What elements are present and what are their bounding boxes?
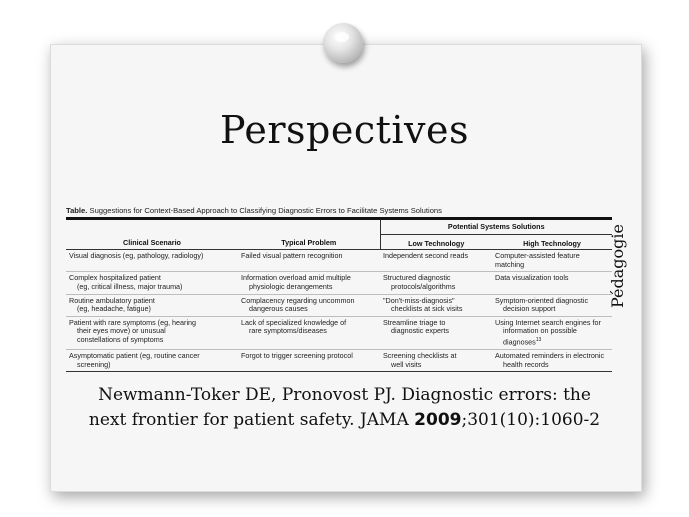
- cell-line: Complex hospitalized patient: [69, 273, 161, 283]
- footnote-ref: 13: [535, 336, 542, 343]
- cell-line: [495, 336, 609, 347]
- table-cell-scenario: [66, 349, 238, 371]
- cell-line: Streamline triage to: [383, 317, 446, 327]
- cell-line: diagnostic experts: [391, 326, 449, 336]
- cell-line: Using Internet search engines for: [495, 317, 601, 327]
- cell-line: "Don't-miss-diagnosis": [383, 295, 455, 305]
- citation-journal: next frontier for patient safety. JAMA: [88, 410, 415, 430]
- cell-line: Automated reminders in electronic: [495, 350, 605, 360]
- table-cell-problem: [238, 294, 380, 316]
- column-header: High Technology: [492, 234, 612, 250]
- table-cell-low: [380, 250, 492, 272]
- table-cell-problem: [238, 272, 380, 294]
- cell-line: checklists at sick visits: [391, 304, 463, 314]
- cell-line: Independent second reads: [383, 251, 469, 261]
- cell-line: Lack of specialized knowledge of: [241, 317, 347, 327]
- side-label: Pédagogie: [608, 224, 627, 308]
- cell-line: Computer-assisted feature matching: [495, 251, 580, 269]
- table-row: [66, 349, 612, 371]
- table-caption-text: Suggestions for Context-Based Approach to Classifying Diagnostic Errors to Facilitate Systems Solutions: [89, 206, 442, 215]
- table-cell-scenario: [66, 272, 238, 294]
- table-cell-low: [380, 294, 492, 316]
- table-row: [66, 294, 612, 316]
- table-cell-high: [492, 272, 612, 294]
- citation-line-2: [0, 408, 689, 433]
- cell-line: dangerous causes: [249, 304, 308, 314]
- table-cell-low: [380, 272, 492, 294]
- cell-line: constellations of symptoms: [77, 334, 164, 344]
- solutions-table: [66, 220, 612, 372]
- cell-line: health records: [503, 359, 549, 369]
- table-row: [66, 272, 612, 294]
- column-header-row: [66, 234, 612, 250]
- cell-line: Forgot to trigger screening protocol: [241, 350, 353, 360]
- cell-line: Asymptomatic patient (eg, routine cancer: [69, 350, 200, 360]
- table-cell-problem: [238, 250, 380, 272]
- pushpin-highlight: [335, 32, 349, 42]
- table-cell-scenario: [66, 294, 238, 316]
- table-cell-problem: [238, 316, 380, 349]
- cell-line: rare symptoms/diseases: [249, 326, 327, 336]
- cell-line: Complacency regarding uncommon: [241, 295, 355, 305]
- cell-line: Visual diagnosis (eg, pathology, radiology): [69, 251, 204, 261]
- table-caption-label: Table.: [66, 206, 88, 215]
- cell-line: Routine ambulatory patient: [69, 295, 155, 305]
- cell-line: protocols/algorithms: [391, 281, 456, 291]
- group-header: Potential Systems Solutions: [380, 220, 612, 234]
- cell-line: their eyes move) or unusual: [77, 326, 166, 336]
- table-cell-problem: [238, 349, 380, 371]
- cell-line: Screening checklists at: [383, 350, 457, 360]
- cell-line: decision support: [503, 304, 556, 314]
- table-cell-high: [492, 250, 612, 272]
- cell-line: Patient with rare symptoms (eg, hearing: [69, 317, 197, 327]
- cell-line: well visits: [391, 359, 422, 369]
- table-cell-high: [492, 349, 612, 371]
- table-cell-high: [492, 294, 612, 316]
- table-figure: [66, 205, 612, 372]
- table-cell-scenario: [66, 250, 238, 272]
- cell-line: Symptom-oriented diagnostic: [495, 295, 589, 305]
- cell-line: Information overload amid multiple: [241, 273, 351, 283]
- table-cell-low: [380, 349, 492, 371]
- slide-title: Perspectives: [220, 108, 469, 152]
- cell-line: physiologic derangements: [249, 281, 333, 291]
- citation: [0, 383, 689, 433]
- cell-line: (eg, headache, fatigue): [77, 304, 151, 314]
- table-cell-high: [492, 316, 612, 349]
- cell-line: (eg, critical illness, major trauma): [77, 281, 183, 291]
- table-cell-scenario: [66, 316, 238, 349]
- pushpin-icon: [323, 23, 363, 63]
- cell-line: information on possible: [503, 326, 577, 336]
- cell-text: diagnoses: [503, 337, 536, 347]
- cell-line: screening): [77, 359, 111, 369]
- table-cell-low: [380, 316, 492, 349]
- cell-line: Structured diagnostic: [383, 273, 451, 283]
- cell-line: Failed visual pattern recognition: [241, 251, 343, 261]
- column-header: Typical Problem: [238, 234, 380, 250]
- table-caption: [66, 205, 612, 220]
- citation-line-1: Newmann-Toker DE, Pronovost PJ. Diagnostic errors: the: [98, 385, 591, 405]
- citation-year: 2009: [414, 410, 462, 430]
- table-row: [66, 250, 612, 272]
- cell-line: Data visualization tools: [495, 273, 569, 283]
- column-header: Low Technology: [380, 234, 492, 250]
- column-header: Clinical Scenario: [66, 234, 238, 250]
- citation-volume: ;301(10):1060-2: [461, 410, 601, 430]
- table-row: [66, 316, 612, 349]
